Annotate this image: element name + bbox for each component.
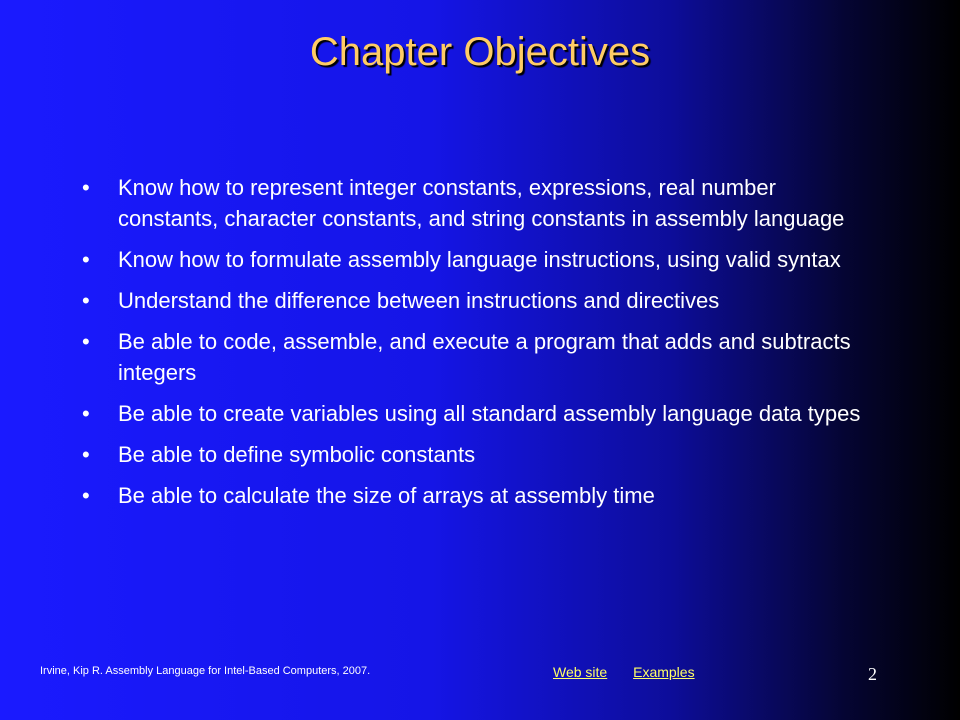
list-item-text: Understand the difference between instructions and directives — [118, 288, 720, 313]
list-item-text: Know how to represent integer constants, expressions, real number constants, character constants, and string constants in assembly language — [118, 175, 845, 231]
bullet-icon: • — [82, 483, 90, 508]
list-item-text: Be able to code, assemble, and execute a program that adds and subtracts integers — [118, 329, 851, 385]
bullet-icon: • — [82, 329, 90, 354]
list-item — [82, 172, 872, 234]
list-item-text: Be able to calculate the size of arrays at assembly time — [118, 483, 655, 508]
list-item — [82, 244, 872, 275]
list-item — [82, 326, 872, 388]
footer-credit: Irvine, Kip R. Assembly Language for Intel-Based Computers, 2007. — [40, 665, 371, 677]
list-item — [82, 480, 872, 511]
bullet-icon: • — [82, 401, 90, 426]
list-item-text: Know how to formulate assembly language instructions, using valid syntax — [118, 247, 841, 272]
list-item-text: Be able to define symbolic constants — [118, 442, 476, 467]
web-site-link[interactable]: Web site — [553, 664, 608, 680]
list-item — [82, 285, 872, 316]
list-item — [82, 398, 872, 429]
page-number: 2 — [868, 664, 877, 684]
list-item — [82, 439, 872, 470]
list-item-text: Be able to create variables using all standard assembly language data types — [118, 401, 861, 426]
examples-link[interactable]: Examples — [633, 664, 695, 680]
bullet-icon: • — [82, 247, 90, 272]
slide-title: Chapter Objectives — [309, 30, 651, 74]
bullet-icon: • — [82, 288, 90, 313]
bullet-icon: • — [82, 175, 90, 200]
footer-links — [553, 664, 717, 680]
bullet-icon: • — [82, 442, 90, 467]
objectives-list — [82, 172, 872, 521]
